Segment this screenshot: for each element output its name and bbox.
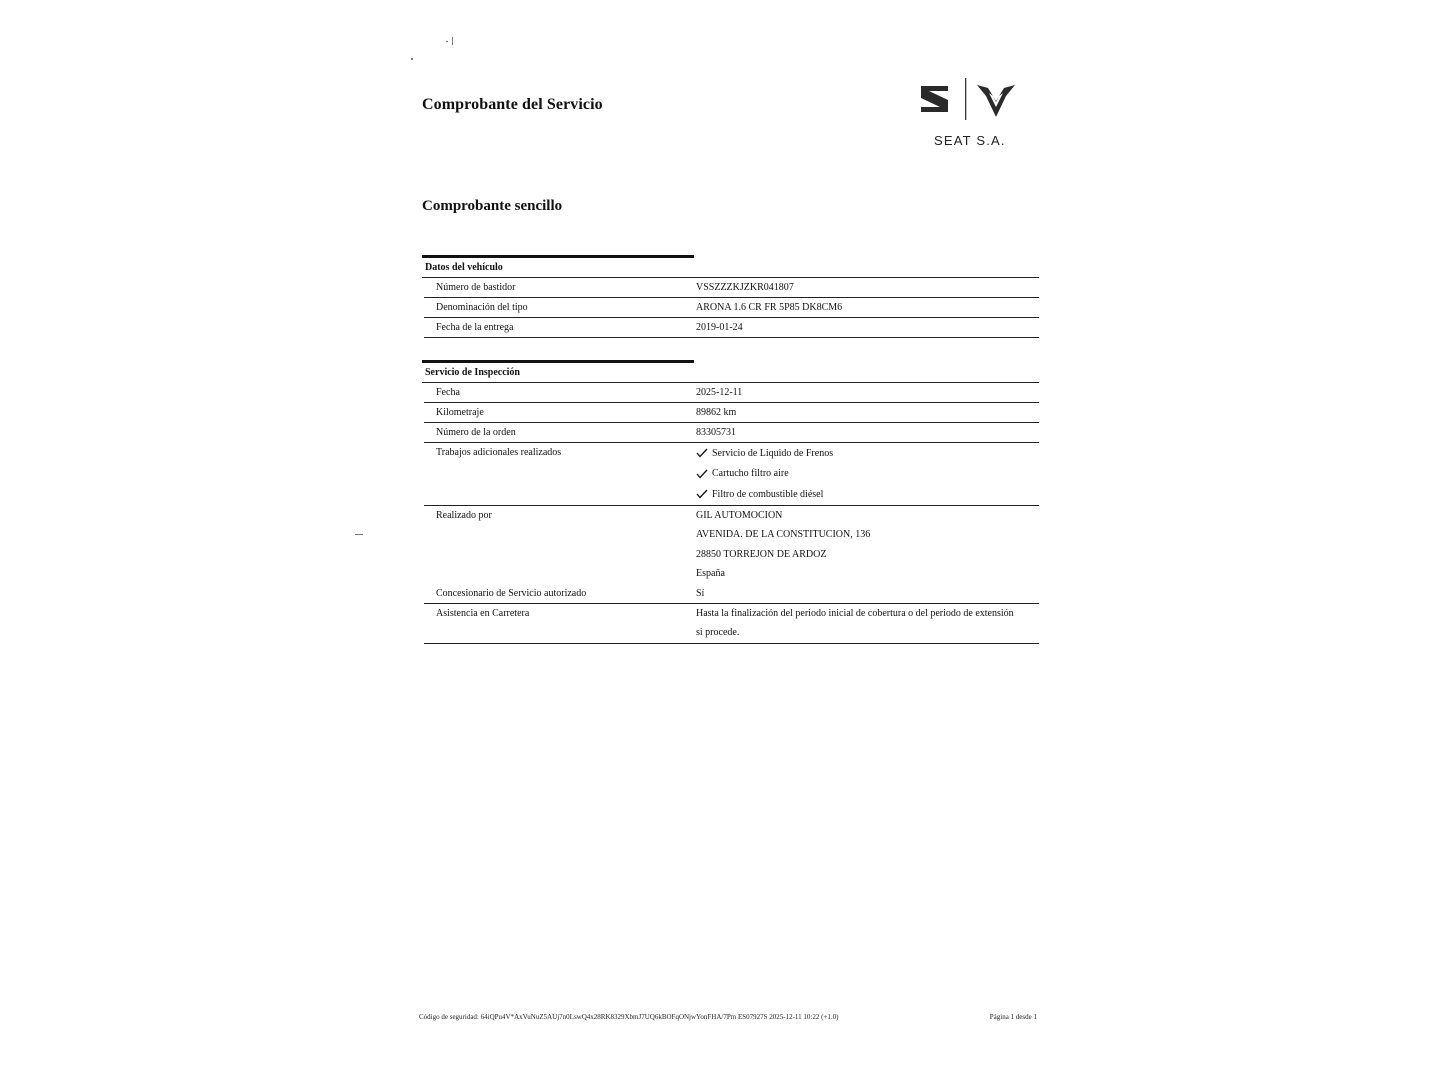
table-row (424, 506, 1039, 584)
table-row (424, 584, 1039, 604)
page-info: Página 1 desde 1 (989, 1013, 1037, 1021)
table-row (424, 278, 1039, 298)
checkmark-icon (696, 448, 708, 458)
security-code: 64iQPu4V*AxVuNuZ5AUj7n0LswQ4x28RK8329XbmJ7UQ6kBOFqONjwYonFHA/7Pm (480, 1013, 737, 1021)
row-label: Concesionario de Servicio autorizado (436, 587, 587, 599)
checkmark-icon (696, 469, 708, 479)
table-row (424, 403, 1039, 423)
table-row (424, 383, 1039, 403)
row-label: Número de la orden (436, 427, 516, 438)
row-label: Número de bastidor (436, 282, 516, 293)
checkmark-icon (696, 489, 708, 499)
address-line: AVENIDA. DE LA CONSTITUCION, 136 (696, 529, 871, 540)
list-item (696, 484, 1039, 505)
row-label: Fecha de la entrega (436, 322, 514, 333)
table-row (424, 604, 1039, 644)
vehicle-section (422, 255, 1039, 338)
footer-timestamp: 2025-12-11 10:22 (+1.0) (769, 1013, 839, 1021)
work-item-label: Servicio de Liquido de Frenos (712, 447, 834, 459)
row-label: Realizado por (436, 509, 492, 521)
row-label: Trabajos adicionales realizados (436, 447, 562, 458)
row-value: 2019-01-24 (696, 322, 743, 333)
row-value: 2025-12-11 (696, 387, 743, 398)
table-row (424, 318, 1039, 338)
row-value: 83305731 (696, 427, 736, 438)
row-value: 89862 km (696, 407, 737, 418)
cupra-logo-icon (976, 84, 1016, 118)
row-value: ARONA 1.6 CR FR 5P85 DK8CM6 (696, 302, 843, 313)
row-label: Fecha (436, 387, 460, 398)
roadside-assistance-text (696, 604, 1039, 643)
list-item (696, 443, 1039, 464)
document-footer (419, 1013, 1039, 1021)
work-item-label: Cartucho filtro aire (712, 468, 789, 479)
inspection-section-heading: Servicio de Inspección (422, 363, 1039, 383)
row-label: Denominación del tipo (436, 302, 528, 313)
document-id: ES07927S (737, 1013, 768, 1021)
table-row (424, 423, 1039, 443)
list-item (696, 464, 1039, 485)
additional-work-list (696, 443, 1039, 505)
logo-divider-icon (964, 78, 968, 122)
document-subtitle: Comprobante sencillo (422, 198, 563, 214)
security-code-label: Código de seguridad: (419, 1013, 479, 1021)
text-line: si procede. (696, 627, 740, 638)
inspection-section (422, 360, 1039, 644)
vehicle-section-heading: Datos del vehículo (422, 258, 1039, 278)
table-row (424, 443, 1039, 506)
address-line: GIL AUTOMOCION (696, 509, 783, 521)
address-line: 28850 TORREJON DE ARDOZ (696, 548, 827, 560)
page-title: Comprobante del Servicio (422, 96, 603, 113)
company-name: SEAT S.A. (934, 133, 1006, 148)
address-line: España (696, 568, 725, 579)
row-label: Asistencia en Carretera (436, 607, 530, 619)
row-value: Sí (696, 587, 705, 599)
row-label: Kilometraje (436, 407, 484, 418)
work-item-label: Filtro de combustible diésel (712, 488, 824, 500)
workshop-address (696, 506, 1039, 584)
table-row (424, 298, 1039, 318)
row-value: VSSZZZKJZKR041807 (696, 282, 794, 293)
text-line: Hasta la finalización del periodo inicial de cobertura o del periodo de extensión (696, 607, 1014, 619)
